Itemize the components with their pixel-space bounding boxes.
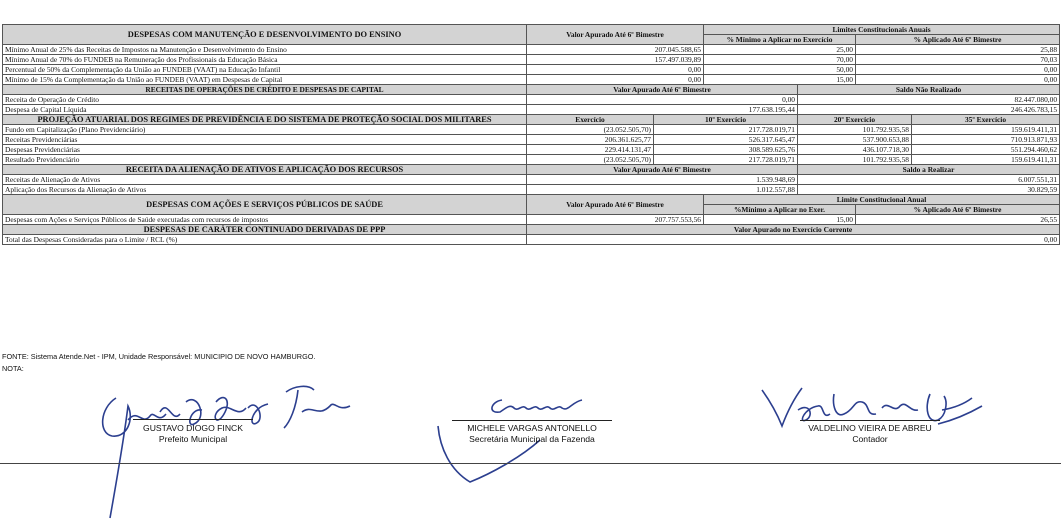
row-applied: 26,55: [856, 215, 1060, 225]
row-value: 207.757.553,56: [527, 215, 704, 225]
pension-col-2: 20º Exercício: [798, 115, 912, 125]
assets-row: [3, 185, 1060, 195]
row-value: 551.294.460,62: [912, 145, 1060, 155]
health-title: DESPESAS COM AÇÕES E SERVIÇOS PÚBLICOS DE SAÚDE: [3, 195, 527, 215]
signer-role: Contador: [852, 434, 888, 444]
pension-row: [3, 135, 1060, 145]
row-min: 15,00: [704, 75, 856, 85]
row-value: 0,00: [527, 65, 704, 75]
row-label: Mínimo Anual de 25% das Receitas de Impostos na Manutenção e Desenvolvimento do Ensino: [3, 45, 527, 55]
row-label: Aplicação dos Recursos da Alienação de Ativos: [3, 185, 527, 195]
health-col-limit: Limite Constitucional Anual: [704, 195, 1060, 205]
row-value: 710.913.871,93: [912, 135, 1060, 145]
row-balance: 246.426.783,15: [798, 105, 1060, 115]
row-value: 537.900.653,88: [798, 135, 912, 145]
signature-line-3: [800, 420, 940, 421]
row-applied: 25,88: [856, 45, 1060, 55]
signature-line-2: [452, 420, 612, 421]
signature-1: [113, 423, 273, 445]
row-value: 177.638.195,44: [527, 105, 798, 115]
pension-row: [3, 125, 1060, 135]
ppp-title: DESPESAS DE CARÁTER CONTINUADO DERIVADAS DE PPP: [3, 225, 527, 235]
row-value: (23.052.505,70): [527, 125, 654, 135]
credit-header-row: [3, 85, 1060, 95]
credit-title: RECEITAS DE OPERAÇÕES DE CRÉDITO E DESPESAS DE CAPITAL: [3, 85, 527, 95]
row-value: 526.317.645,47: [654, 135, 798, 145]
row-value: 0,00: [527, 95, 798, 105]
pension-col-3: 35º Exercício: [912, 115, 1060, 125]
assets-header-row: [3, 165, 1060, 175]
signer-role: Prefeito Municipal: [158, 434, 228, 444]
assets-col-balance: Saldo a Realizar: [798, 165, 1060, 175]
assets-row: [3, 175, 1060, 185]
health-col-applied: % Aplicado Até 6º Bimestre: [856, 205, 1060, 215]
row-value: 1.539.948,69: [527, 175, 798, 185]
report-table: [2, 24, 1060, 245]
mde-col-min: % Mínimo a Aplicar no Exercício: [704, 35, 856, 45]
assets-title: RECEITA DA ALIENAÇÃO DE ATIVOS E APLICAÇÃO DOS RECURSOS: [3, 165, 527, 175]
bottom-rule: [0, 463, 1061, 464]
pension-row: [3, 145, 1060, 155]
row-value: 436.107.718,30: [798, 145, 912, 155]
row-label: Receitas de Alienação de Ativos: [3, 175, 527, 185]
row-value: 159.619.411,31: [912, 125, 1060, 135]
row-value: 206.361.625,77: [527, 135, 654, 145]
signer-name: GUSTAVO DIOGO FINCK: [143, 423, 243, 433]
row-value: 159.619.411,31: [912, 155, 1060, 165]
row-value: 308.589.625,76: [654, 145, 798, 155]
signature-line-1: [133, 419, 253, 420]
credit-row: [3, 105, 1060, 115]
mde-row: [3, 55, 1060, 65]
signature-scribble-1: [98, 378, 358, 528]
row-label: Despesa de Capital Líquida: [3, 105, 527, 115]
pension-title: PROJEÇÃO ATUARIAL DOS REGIMES DE PREVIDÊNCIA E DO SISTEMA DE PROTEÇÃO SOCIAL DOS MILITARES: [3, 115, 527, 125]
health-row: [3, 215, 1060, 225]
assets-col-value: Valor Apurado Até 6º Bimestre: [527, 165, 798, 175]
row-label: Despesas Previdenciárias: [3, 145, 527, 155]
row-value: 101.792.935,58: [798, 125, 912, 135]
row-label: Mínimo Anual de 70% do FUNDEB na Remuneração dos Profissionais da Educação Básica: [3, 55, 527, 65]
row-label: Percentual de 50% da Complementação da União ao FUNDEB (VAAT) na Educação Infantil: [3, 65, 527, 75]
row-value: 0,00: [527, 75, 704, 85]
row-value: 229.414.131,47: [527, 145, 654, 155]
row-min: 50,00: [704, 65, 856, 75]
mde-title: DESPESAS COM MANUTENÇÃO E DESENVOLVIMENTO DO ENSINO: [3, 25, 527, 45]
signer-name: MICHELE VARGAS ANTONELLO: [467, 423, 597, 433]
credit-col-balance: Saldo Não Realizado: [798, 85, 1060, 95]
mde-col-value: Valor Apurado Até 6º Bimestre: [527, 25, 704, 45]
row-label: Receita de Operação de Crédito: [3, 95, 527, 105]
row-min: 25,00: [704, 45, 856, 55]
row-value: 1.012.557,88: [527, 185, 798, 195]
credit-col-value: Valor Apurado Até 6º Bimestre: [527, 85, 798, 95]
pension-col-1: 10º Exercício: [654, 115, 798, 125]
row-applied: 0,00: [856, 75, 1060, 85]
mde-col-limits: Limites Constitucionais Anuais: [704, 25, 1060, 35]
row-label: Total das Despesas Consideradas para o Limite / RCL (%): [3, 235, 527, 245]
health-col-value: Valor Apurado Até 6º Bimestre: [527, 195, 704, 215]
signature-2: [452, 423, 612, 445]
row-value: 157.497.039,89: [527, 55, 704, 65]
row-value: 0,00: [527, 235, 1060, 245]
row-label: Mínimo de 15% da Complementação da União ao FUNDEB (VAAT) em Despesas de Capital: [3, 75, 527, 85]
source-note: FONTE: Sistema Atende.Net - IPM, Unidade Responsável: MUNICIPIO DE NOVO HAMBURGO.: [2, 352, 316, 361]
row-balance: 30.829,59: [798, 185, 1060, 195]
row-min: 70,00: [704, 55, 856, 65]
row-applied: 70,03: [856, 55, 1060, 65]
ppp-row: [3, 235, 1060, 245]
ppp-header-row: [3, 225, 1060, 235]
mde-header-row: [3, 25, 1060, 35]
ppp-col-value: Valor Apurado no Exercício Corrente: [527, 225, 1060, 235]
pension-header-row: [3, 115, 1060, 125]
signature-3: [790, 423, 950, 445]
signer-name: VALDELINO VIEIRA DE ABREU: [808, 423, 932, 433]
pension-row: [3, 155, 1060, 165]
row-balance: 82.447.080,00: [798, 95, 1060, 105]
row-value: 217.728.019,71: [654, 125, 798, 135]
health-col-min: %Mínimo a Aplicar no Exer.: [704, 205, 856, 215]
health-header-row: [3, 195, 1060, 205]
credit-row: [3, 95, 1060, 105]
row-value: 217.728.019,71: [654, 155, 798, 165]
row-label: Receitas Previdenciárias: [3, 135, 527, 145]
row-label: Despesas com Ações e Serviços Públicos de Saúde executadas com recursos de impostos: [3, 215, 527, 225]
row-label: Fundo em Capitalização (Plano Previdenciário): [3, 125, 527, 135]
mde-row: [3, 75, 1060, 85]
pension-col-0: Exercício: [527, 115, 654, 125]
row-balance: 6.007.551,31: [798, 175, 1060, 185]
row-value: (23.052.505,70): [527, 155, 654, 165]
row-value: 207.045.588,65: [527, 45, 704, 55]
row-min: 15,00: [704, 215, 856, 225]
row-applied: 0,00: [856, 65, 1060, 75]
signer-role: Secretária Municipal da Fazenda: [469, 434, 595, 444]
mde-col-applied: % Aplicado Até 6º Bimestre: [856, 35, 1060, 45]
note-label: NOTA:: [2, 364, 24, 373]
row-value: 101.792.935,58: [798, 155, 912, 165]
mde-row: [3, 65, 1060, 75]
mde-row: [3, 45, 1060, 55]
row-label: Resultado Previdenciário: [3, 155, 527, 165]
